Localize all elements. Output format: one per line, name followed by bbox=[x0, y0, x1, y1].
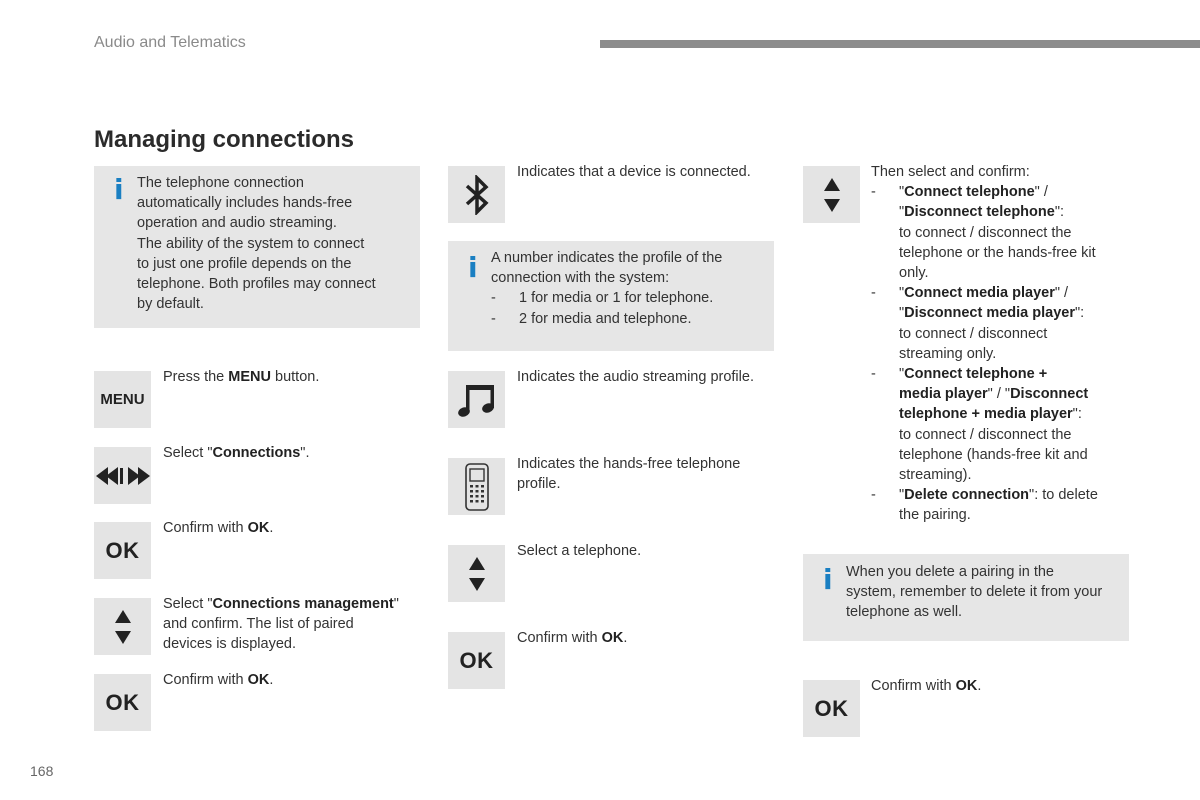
info-box-profile bbox=[448, 241, 774, 351]
music-note-icon bbox=[448, 371, 505, 428]
section-title: Audio and Telematics bbox=[94, 34, 246, 51]
page-title: Managing connections bbox=[94, 126, 355, 153]
info-line: to just one profile depends on the bbox=[137, 255, 352, 272]
mobile-phone-icon bbox=[448, 458, 505, 515]
info-line: automatically includes hands-free bbox=[137, 195, 353, 212]
list-item: - "Connect media player" / "Disconnect media player": to connect / disconnect streaming only. bbox=[871, 283, 1141, 364]
left-right-arrows-icon bbox=[94, 447, 151, 504]
ok-button-icon: OK bbox=[803, 680, 860, 737]
list-item: - "Connect telephone + media player" / "Disconnect telephone + media player": to connect / disconnect the telephone (hands-free kit and streaming). bbox=[871, 364, 1141, 485]
info-box-delete bbox=[803, 554, 1129, 641]
list-item: - 1 for media or 1 for telephone. bbox=[491, 288, 771, 308]
options-list-block bbox=[871, 162, 1141, 526]
bluetooth-description: Indicates that a device is connected. bbox=[517, 164, 751, 180]
list-item: - "Delete connection": to delete the pairing. bbox=[871, 485, 1141, 525]
info-line: telephone. Both profiles may connect bbox=[137, 276, 376, 293]
menu-button-label: MENU bbox=[100, 391, 145, 408]
step-confirm-ok: Confirm with OK. bbox=[163, 672, 274, 688]
list-item: - "Connect telephone" / "Disconnect telephone": to connect / disconnect the telephone or the hands-free kit only. bbox=[871, 182, 1141, 283]
up-down-arrows-icon bbox=[803, 166, 860, 223]
up-down-arrows-icon bbox=[448, 545, 505, 602]
info-line: by default. bbox=[137, 296, 204, 313]
page-number: 168 bbox=[30, 763, 54, 779]
step-confirm-ok: Confirm with OK. bbox=[517, 630, 628, 646]
up-down-arrows-icon bbox=[94, 598, 151, 655]
options-list bbox=[871, 182, 1141, 525]
info-text bbox=[137, 173, 412, 314]
bluetooth-icon bbox=[448, 166, 505, 223]
phone-description: Indicates the hands-free telephone profile. bbox=[517, 456, 741, 493]
info-icon: i bbox=[114, 173, 124, 206]
menu-button-icon bbox=[94, 371, 151, 428]
profile-list bbox=[491, 288, 771, 328]
info-line: The ability of the system to connect bbox=[137, 235, 365, 252]
info-line: operation and audio streaming. bbox=[137, 215, 337, 232]
step-confirm-ok: Confirm with OK. bbox=[871, 678, 982, 694]
step-confirm-ok: Confirm with OK. bbox=[163, 520, 274, 536]
ok-button-icon: OK bbox=[448, 632, 505, 689]
step-select-management: Select "Connections management" and confirm. The list of paired devices is displayed. bbox=[163, 596, 399, 653]
step-select-connections: Select "Connections". bbox=[163, 445, 310, 461]
step-press-menu: Press the MENU button. bbox=[163, 369, 320, 385]
info-text: When you delete a pairing in the system, remember to delete it from your telephone as well. bbox=[846, 564, 1103, 621]
ok-button-icon: OK bbox=[94, 674, 151, 731]
info-text: A number indicates the profile of the connection with the system: - 1 for media or 1 for telephone. - 2 for media and telephone. bbox=[491, 248, 771, 329]
info-box-connection bbox=[94, 166, 420, 328]
info-icon: i bbox=[468, 251, 478, 284]
list-item: - 2 for media and telephone. bbox=[491, 309, 771, 329]
audio-description: Indicates the audio streaming profile. bbox=[517, 369, 754, 385]
step-select-telephone: Select a telephone. bbox=[517, 543, 642, 559]
info-icon: i bbox=[823, 563, 833, 596]
header-bar bbox=[600, 40, 1200, 48]
options-intro: Then select and confirm: bbox=[871, 164, 1030, 180]
ok-button-icon: OK bbox=[94, 522, 151, 579]
info-line: The telephone connection bbox=[137, 175, 304, 191]
